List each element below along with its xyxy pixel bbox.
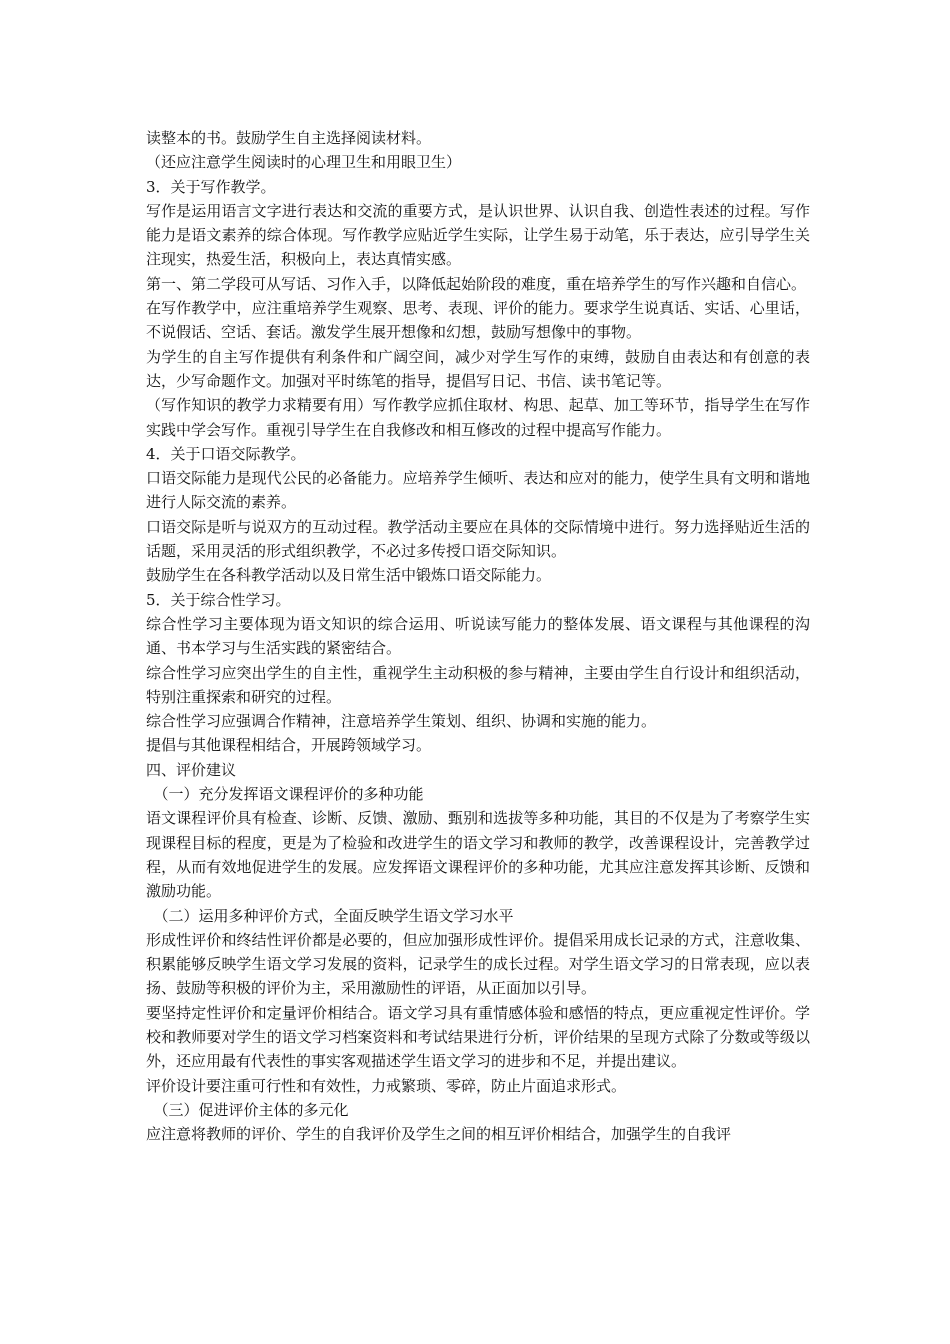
paragraph-evaluation-design: 评价设计要注重可行性和有效性，力戒繁琐、零碎，防止片面追求形式。 [146, 1076, 627, 1095]
paragraph-evaluation-subjects: 应注意将教师的评价、学生的自我评价及学生之间的相互评价相结合，加强学生的自我评 [146, 1125, 732, 1144]
subsection-heading-evaluation-methods: （二）运用多种评价方式，全面反映学生语文学习水平 [146, 906, 514, 925]
paragraph-comprehensive-learning-definition: 综合性学习主要体现为语文知识的综合运用、听说读写能力的整体发展、语文课程与其他课程的沟通、书本学习与生活实践的紧密结合。 [146, 614, 810, 658]
subsection-heading-evaluation-functions: （一）充分发挥语文课程评价的多种功能 [146, 785, 424, 804]
paragraph-writing-free-expression: 为学生的自主写作提供有利条件和广阔空间，减少对学生写作的束缚，鼓励自由表达和有创意的表达，少写命题作文。加强对平时练笔的指导，提倡写日记、书信、读书笔记等。 [146, 347, 810, 390]
paragraph-reading-whole-books: 读整本的书。鼓励学生自主选择阅读材料。 [146, 129, 432, 147]
paragraph-comprehensive-learning-cooperation: 综合性学习应强调合作精神，注意培养学生策划、组织、协调和实施的能力。 [146, 712, 657, 731]
paragraph-qualitative-quantitative-evaluation: 要坚持定性评价和定量评价相结合。语文学习具有重情感体验和感悟的特点，更应重视定性评价。学校和教师要对学生的语文学习档案资料和考试结果进行分析，评价结果的呈现方式除了分数或等级以外，还应用最有代表性的事实客观描述学生语文学习的进步和不足，并提出建议。 [146, 1003, 810, 1071]
paragraph-writing-process: （写作知识的教学力求精要有用）写作教学应抓住取材、构思、起草、加工等环节，指导学生在写作实践中学会写作。重视引导学生在自我修改和相互修改的过程中提高写作能力。 [146, 396, 810, 439]
paragraph-evaluation-functions: 语文课程评价具有检查、诊断、反馈、激励、甄别和选拔等多种功能，其目的不仅是为了考察学生实现课程目标的程度，更是为了检验和改进学生的语文学习和教师的教学，改善课程设计，完善教学过程，从而有效地促进学生的发展。应发挥语文课程评价的多种功能，尤其应注意发挥其诊断、反馈和激励功能。 [146, 809, 810, 901]
document-body [146, 126, 810, 1146]
section-heading-evaluation-suggestions: 四、评价建议 [146, 760, 237, 779]
paragraph-writing-ability-cultivation: 在写作教学中，应注重培养学生观察、思考、表现、评价的能力。要求学生说真话、实话、心里话，不说假话、空话、套话。激发学生展开想像和幻想，鼓励写想像中的事物。 [146, 299, 810, 342]
paragraph-formative-evaluation: 形成性评价和终结性评价都是必要的，但应加强形成性评价。提倡采用成长记录的方式，注意收集、积累能够反映学生语文学习发展的资料，记录学生的成长过程。对学生语文学习的日常表现，应以表扬、鼓励等积极的评价为主，采用激励性的评语，从正面加以引导。 [146, 930, 810, 998]
paragraph-oral-communication-ability: 口语交际能力是现代公民的必备能力。应培养学生倾听、表达和应对的能力，使学生具有文明和谐地进行人际交流的素养。 [146, 469, 810, 512]
paragraph-oral-communication-practice: 鼓励学生在各科教学活动以及日常生活中锻炼口语交际能力。 [146, 566, 552, 585]
paragraph-comprehensive-learning-autonomy: 综合性学习应突出学生的自主性，重视学生主动积极的参与精神，主要由学生自行设计和组织活动，特别注重探索和研究的过程。 [146, 663, 810, 706]
subsection-heading-evaluation-subjects: （三）促进评价主体的多元化 [146, 1100, 349, 1119]
paragraph-reading-hygiene-note: （还应注意学生阅读时的心理卫生和用眼卫生） [146, 153, 462, 172]
section-heading-writing: 3．关于写作教学。 [146, 177, 276, 196]
paragraph-cross-domain-learning: 提倡与其他课程相结合，开展跨领域学习。 [146, 736, 432, 755]
paragraph-oral-communication-process: 口语交际是听与说双方的互动过程。教学活动主要应在具体的交际情境中进行。努力选择贴近生活的话题，采用灵活的形式组织教学，不必过多传授口语交际知识。 [146, 517, 810, 561]
paragraph-writing-importance: 写作是运用语言文字进行表达和交流的重要方式，是认识世界、认识自我、创造性表述的过程。写作能力是语文素养的综合体现。写作教学应贴近学生实际，让学生易于动笔，乐于表达，应引导学生关注现实，热爱生活，积极向上，表达真情实感。 [146, 201, 810, 269]
paragraph-writing-first-second-stage: 第一、第二学段可从写话、习作入手，以降低起始阶段的难度，重在培养学生的写作兴趣和自信心。 [146, 274, 807, 293]
section-heading-oral-communication: 4．关于口语交际教学。 [146, 444, 306, 463]
section-heading-comprehensive-learning: 5．关于综合性学习。 [146, 590, 291, 609]
